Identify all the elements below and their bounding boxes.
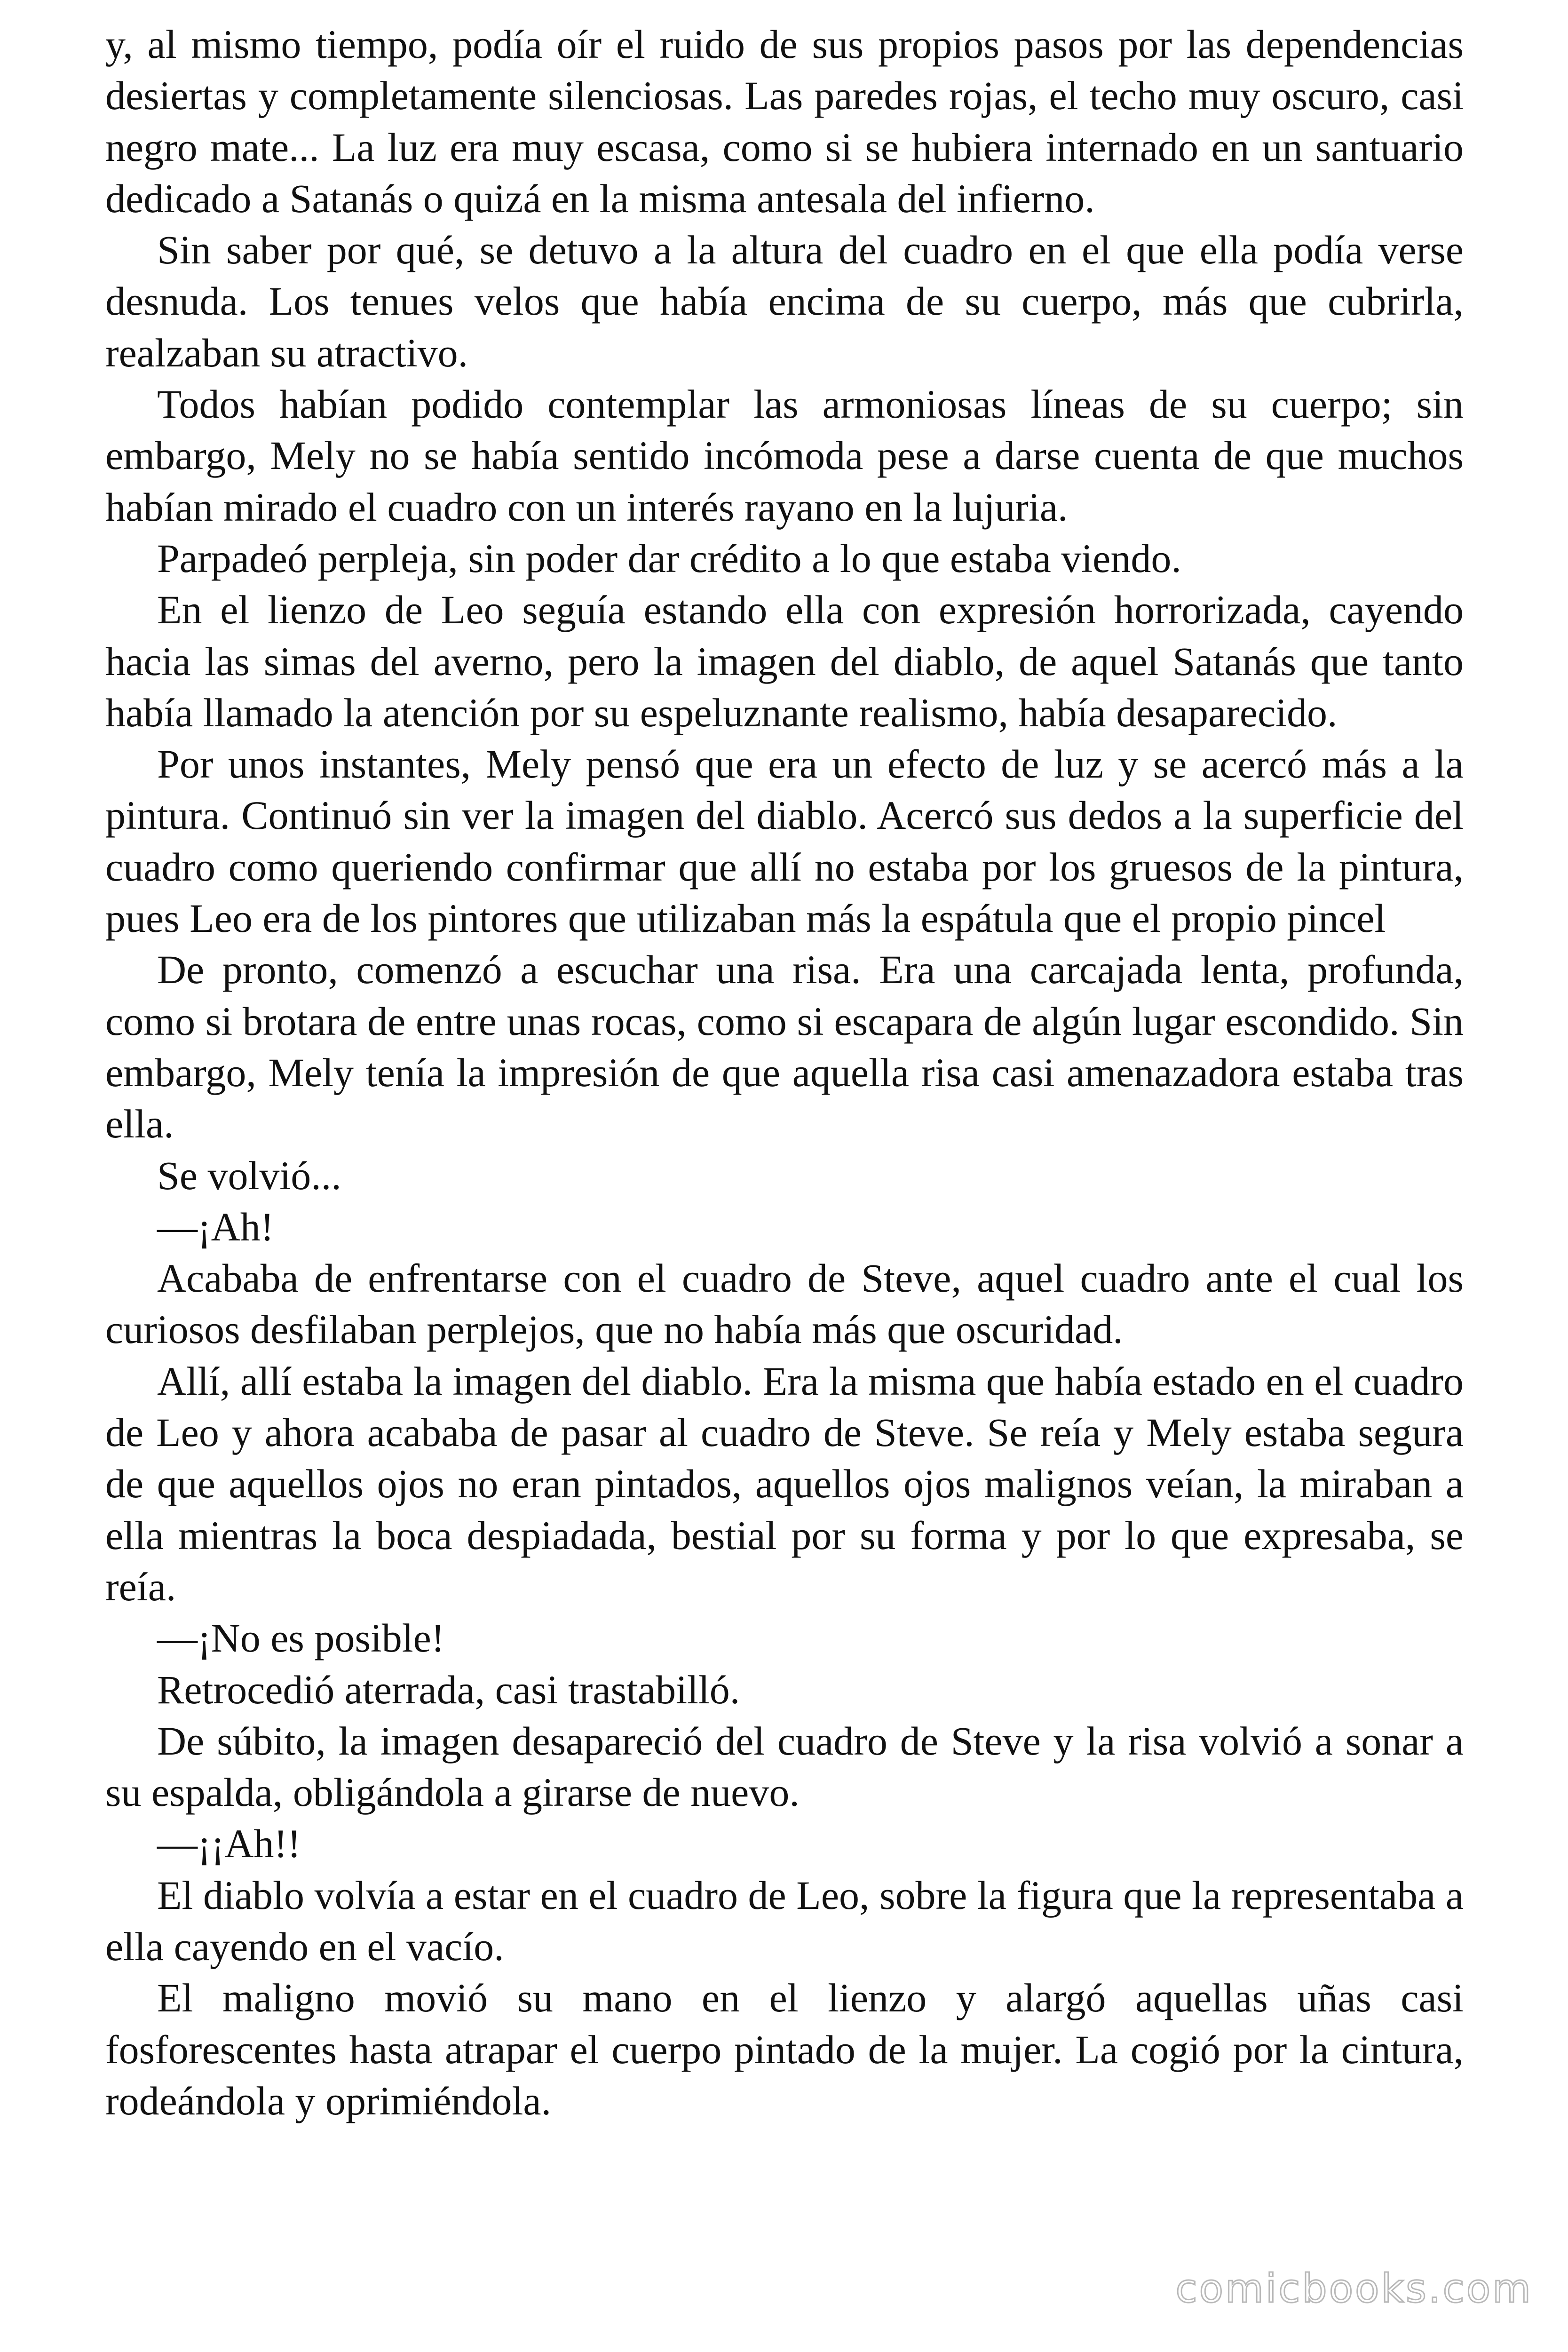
paragraph-1: y, al mismo tiempo, podía oír el ruido de sus propios pasos por las dependencias desiertas y completamente silenciosas. Las paredes rojas, el techo muy oscuro, casi negro mate... La luz era muy escasa, como si se hubiera internado en un santuario dedicado a Satanás o quizá en la misma antesala del infierno.: [105, 22, 1464, 221]
paragraph-5: En el lienzo de Leo seguía estando ella con expresión horrorizada, cayendo hacia las simas del averno, pero la imagen del diablo, de aquel Satanás que tanto había llamado la atención por su espeluznante realismo, había desaparecido.: [105, 587, 1464, 735]
paragraph-7: De pronto, comenzó a escuchar una risa. Era una carcajada lenta, profunda, como si brotara de entre unas rocas, como si escapara de algún lugar escondido. Sin embargo, Mely tenía la impresión de que aquella risa casi amenazadora estaba tras ella.: [105, 947, 1464, 1147]
paragraph-15: —¡¡Ah!!: [157, 1821, 301, 1867]
paragraph-17: El maligno movió su mano en el lienzo y alargó aquellas uñas casi fosforescentes hasta atrapar el cuerpo pintado de la mujer. La cogió por la cintura, rodeándola y oprimiéndola.: [105, 1975, 1464, 2123]
page-body: [105, 19, 1464, 2127]
paragraph-3: Todos habían podido contemplar las armoniosas líneas de su cuerpo; sin embargo, Mely no se había sentido incómoda pese a darse cuenta de que muchos habían mirado el cuadro con un interés rayano en la lujuria.: [105, 381, 1464, 530]
paragraph-12: —¡No es posible!: [157, 1615, 445, 1661]
paragraph-14: De súbito, la imagen desapareció del cuadro de Steve y la risa volvió a sonar a su espalda, obligándola a girarse de nuevo.: [105, 1718, 1464, 1815]
paragraph-16: El diablo volvía a estar en el cuadro de Leo, sobre la figura que la representaba a ella cayendo en el vacío.: [105, 1872, 1464, 1969]
paragraph-2: Sin saber por qué, se detuvo a la altura del cuadro en el que ella podía verse desnuda. Los tenues velos que había encima de su cuerpo, más que cubrirla, realzaban su atractivo.: [105, 227, 1464, 375]
paragraph-9: —¡Ah!: [157, 1204, 274, 1249]
paragraph-6: Por unos instantes, Mely pensó que era un efecto de luz y se acercó más a la pintura. Continuó sin ver la imagen del diablo. Acercó sus dedos a la superficie del cuadro como queriendo confirmar que allí no estaba por los gruesos de la pintura, pues Leo era de los pintores que utilizaban más la espátula que el propio pincel: [105, 741, 1464, 941]
watermark: comicbooks.com: [1175, 2265, 1533, 2312]
paragraph-13: Retrocedió aterrada, casi trastabilló.: [157, 1667, 740, 1712]
paragraph-4: Parpadeó perpleja, sin poder dar crédito a lo que estaba viendo.: [157, 535, 1181, 581]
paragraph-11: Allí, allí estaba la imagen del diablo. Era la misma que había estado en el cuadro de Leo y ahora acababa de pasar al cuadro de Steve. Se reía y Mely estaba segura de que aquellos ojos no eran pintados, aquellos ojos malignos veían, la miraban a ella mientras la boca despiadada, bestial por su forma y por lo que expresaba, se reía.: [105, 1358, 1464, 1609]
paragraph-8: Se volvió...: [157, 1152, 341, 1198]
paragraph-10: Acababa de enfrentarse con el cuadro de Steve, aquel cuadro ante el cual los curiosos desfilaban perplejos, que no había más que oscuridad.: [105, 1255, 1464, 1352]
